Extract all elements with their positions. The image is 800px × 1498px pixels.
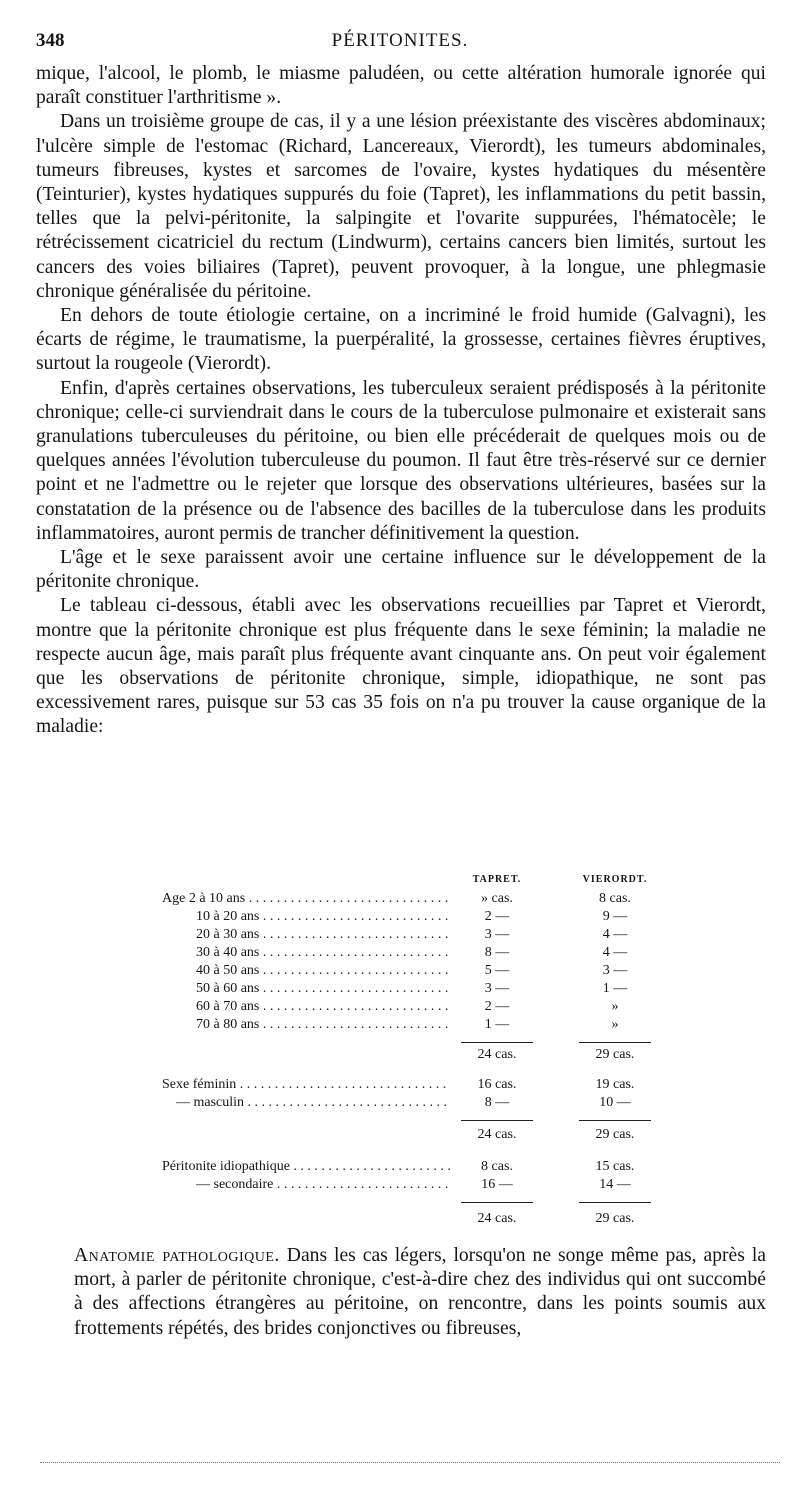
table-row xyxy=(0,962,800,980)
cell-vierordt: 4 — xyxy=(602,927,628,942)
cell-tapret: 8 cas. xyxy=(481,1159,513,1174)
row-label: 60 à 70 ans . . . xyxy=(196,998,450,1016)
row-label: Péritonite idiopathique . . . xyxy=(162,1158,450,1176)
sum-rule xyxy=(579,1202,651,1203)
anatomy-text: Dans les cas légers, lorsqu'on ne songe même pas, après la mort, à parler de péritonite chronique, c'est-à-dire chez des individus qui ont succombé à des affections étrangères au péritoine, on rencontre, dans les points soumis aux frottements répétés, des brides conjonctives ou fibreuses, xyxy=(74,1245,766,1339)
cell-tapret: 3 — xyxy=(484,981,510,996)
table-total-row xyxy=(0,1046,800,1064)
cell-tapret: 2 — xyxy=(484,909,510,924)
cell-tapret: 8 — xyxy=(484,945,510,960)
cell-vierordt: 8 cas. xyxy=(599,891,631,906)
running-head xyxy=(36,30,764,58)
paragraph-table-intro: Le tableau ci-dessous, établi avec les observations recueillies par Tapret et Vierordt, montre que la péritonite chronique est plus fréquente dans le sexe féminin; la maladie ne respecte aucun âge, mais paraît plus fréquente avant cinquante ans. On peut voir également que les observations de péritonite chronique, simple, idiopathique, ne sont pas excessivement rares, puisque sur 53 cas 35 fois on n'a pu trouver la cause organique de la maladie: xyxy=(36,595,766,738)
paragraph-third-group: Dans un troisième groupe de cas, il y a une lésion préexistante des viscères abdominaux; l'ulcère simple de l'estomac (Richard, Lancereaux, Vierordt), les tumeurs abdominales, tumeurs fibreuses, kystes et sarcomes de l'ovaire, kystes hydatiques du mésentère (Teinturier), kystes hydatiques suppurés du foie (Tapret), les inflammations du petit bassin, telles que la pelvi-péritonite, la salpingite et l'ovarite suppurées, l'hématocèle; le rétrécissement cicatriciel du rectum (Lindwurm), certains cancers bien limités, surtout les cancers des voies biliaires (Tapret), peuvent provoquer, à la longue, une phlegmasie chronique généralisée du péritoine. xyxy=(36,111,766,302)
cell-vierordt: » xyxy=(611,1017,619,1032)
sum-rule xyxy=(579,1042,651,1043)
running-title: PÉRITONITES. xyxy=(331,30,469,51)
table-row xyxy=(0,908,800,926)
total-vierordt: 29 cas. xyxy=(595,1047,635,1062)
row-label: 20 à 30 ans . . . xyxy=(196,926,450,944)
row-label: — masculin . . . xyxy=(176,1094,450,1112)
row-label: 40 à 50 ans . . . xyxy=(196,962,450,980)
cell-tapret: 1 — xyxy=(484,1017,510,1032)
paragraph-etiology: En dehors de toute étiologie certaine, on a incriminé le froid humide (Galvagni), les écarts de régime, le traumatisme, la puerpéralité, la grossesse, certaines fièvres éruptives, surtout la rougeole (Vierordt). xyxy=(36,305,766,375)
total-tapret: 24 cas. xyxy=(477,1127,517,1142)
table-row xyxy=(0,980,800,998)
section-heading: Anatomie pathologique. xyxy=(74,1245,280,1266)
cell-tapret: 16 — xyxy=(481,1177,513,1192)
cell-vierordt: 1 — xyxy=(602,981,628,996)
body-text xyxy=(36,62,766,740)
cell-vierordt: 19 cas. xyxy=(595,1077,635,1092)
cell-tapret: 5 — xyxy=(484,963,510,978)
table-row xyxy=(0,1158,800,1176)
paragraph-continuation: mique, l'alcool, le plomb, le miasme paludéen, ou cette altération humorale ignorée qui paraît constituer l'arthritisme ». xyxy=(36,63,766,109)
table-row xyxy=(0,1094,800,1112)
cell-vierordt: 15 cas. xyxy=(595,1159,635,1174)
column-header-tapret: TAPRET. xyxy=(472,874,522,885)
cell-vierordt: 9 — xyxy=(602,909,628,924)
cell-vierordt: 3 — xyxy=(602,963,628,978)
cell-tapret: 8 — xyxy=(484,1095,510,1110)
row-label: 30 à 40 ans . . . xyxy=(196,944,450,962)
table-row xyxy=(0,1076,800,1094)
total-vierordt: 29 cas. xyxy=(595,1211,635,1226)
sum-rule xyxy=(461,1202,533,1203)
cell-tapret: 2 — xyxy=(484,999,510,1014)
cell-tapret: 3 — xyxy=(484,927,510,942)
row-label: — secondaire . . . xyxy=(196,1176,450,1194)
cell-tapret: » cas. xyxy=(481,891,513,906)
statistics-table xyxy=(0,874,800,1234)
table-row xyxy=(0,926,800,944)
row-label: 70 à 80 ans . . . xyxy=(196,1016,450,1034)
table-row xyxy=(0,998,800,1016)
row-label: Age 2 à 10 ans . . . xyxy=(162,890,450,908)
anatomy-section xyxy=(74,1244,766,1341)
cell-tapret: 16 cas. xyxy=(477,1077,517,1092)
paragraph-tuberculosis: Enfin, d'après certaines observations, les tuberculeux seraient prédisposés à la péritonite chronique; celle-ci surviendrait dans le cours de la tuberculose pulmonaire et existerait sans granulations tuberculeuses du péritoine, ou bien elle précéderait de quelques mois ou de quelques années l'évolution tuberculeuse du poumon. Il faut être très-réservé sur ce dernier point et ne l'admettre ou le rejeter que lorsque des observations ultérieures, basées sur la constatation de la présence ou de l'absence des bacilles de la tuberculose dans les produits inflammatoires, auront permis de trancher définitivement la question. xyxy=(36,377,766,544)
column-header-vierordt: VIERORDT. xyxy=(582,874,648,885)
total-tapret: 24 cas. xyxy=(477,1211,517,1226)
table-row xyxy=(0,944,800,962)
table-total-row xyxy=(0,1210,800,1228)
row-label: Sexe féminin . . . xyxy=(162,1076,450,1094)
table-row xyxy=(0,1016,800,1034)
cell-vierordt: » xyxy=(611,999,619,1014)
anatomy-paragraph xyxy=(74,1244,766,1341)
table-total-row xyxy=(0,1126,800,1144)
paragraph-age-sex: L'âge et le sexe paraissent avoir une certaine influence sur le développement de la péritonite chronique. xyxy=(36,547,766,593)
footer-rule xyxy=(40,1462,780,1463)
row-label: 10 à 20 ans . . . xyxy=(196,908,450,926)
total-vierordt: 29 cas. xyxy=(595,1127,635,1142)
row-label: 50 à 60 ans . . . xyxy=(196,980,450,998)
total-tapret: 24 cas. xyxy=(477,1047,517,1062)
cell-vierordt: 4 — xyxy=(602,945,628,960)
table-row xyxy=(0,1176,800,1194)
page-number: 348 xyxy=(36,30,65,51)
cell-vierordt: 14 — xyxy=(599,1177,631,1192)
sum-rule xyxy=(461,1042,533,1043)
sum-rule xyxy=(579,1120,651,1121)
sum-rule xyxy=(461,1120,533,1121)
table-row xyxy=(0,890,800,908)
cell-vierordt: 10 — xyxy=(599,1095,631,1110)
